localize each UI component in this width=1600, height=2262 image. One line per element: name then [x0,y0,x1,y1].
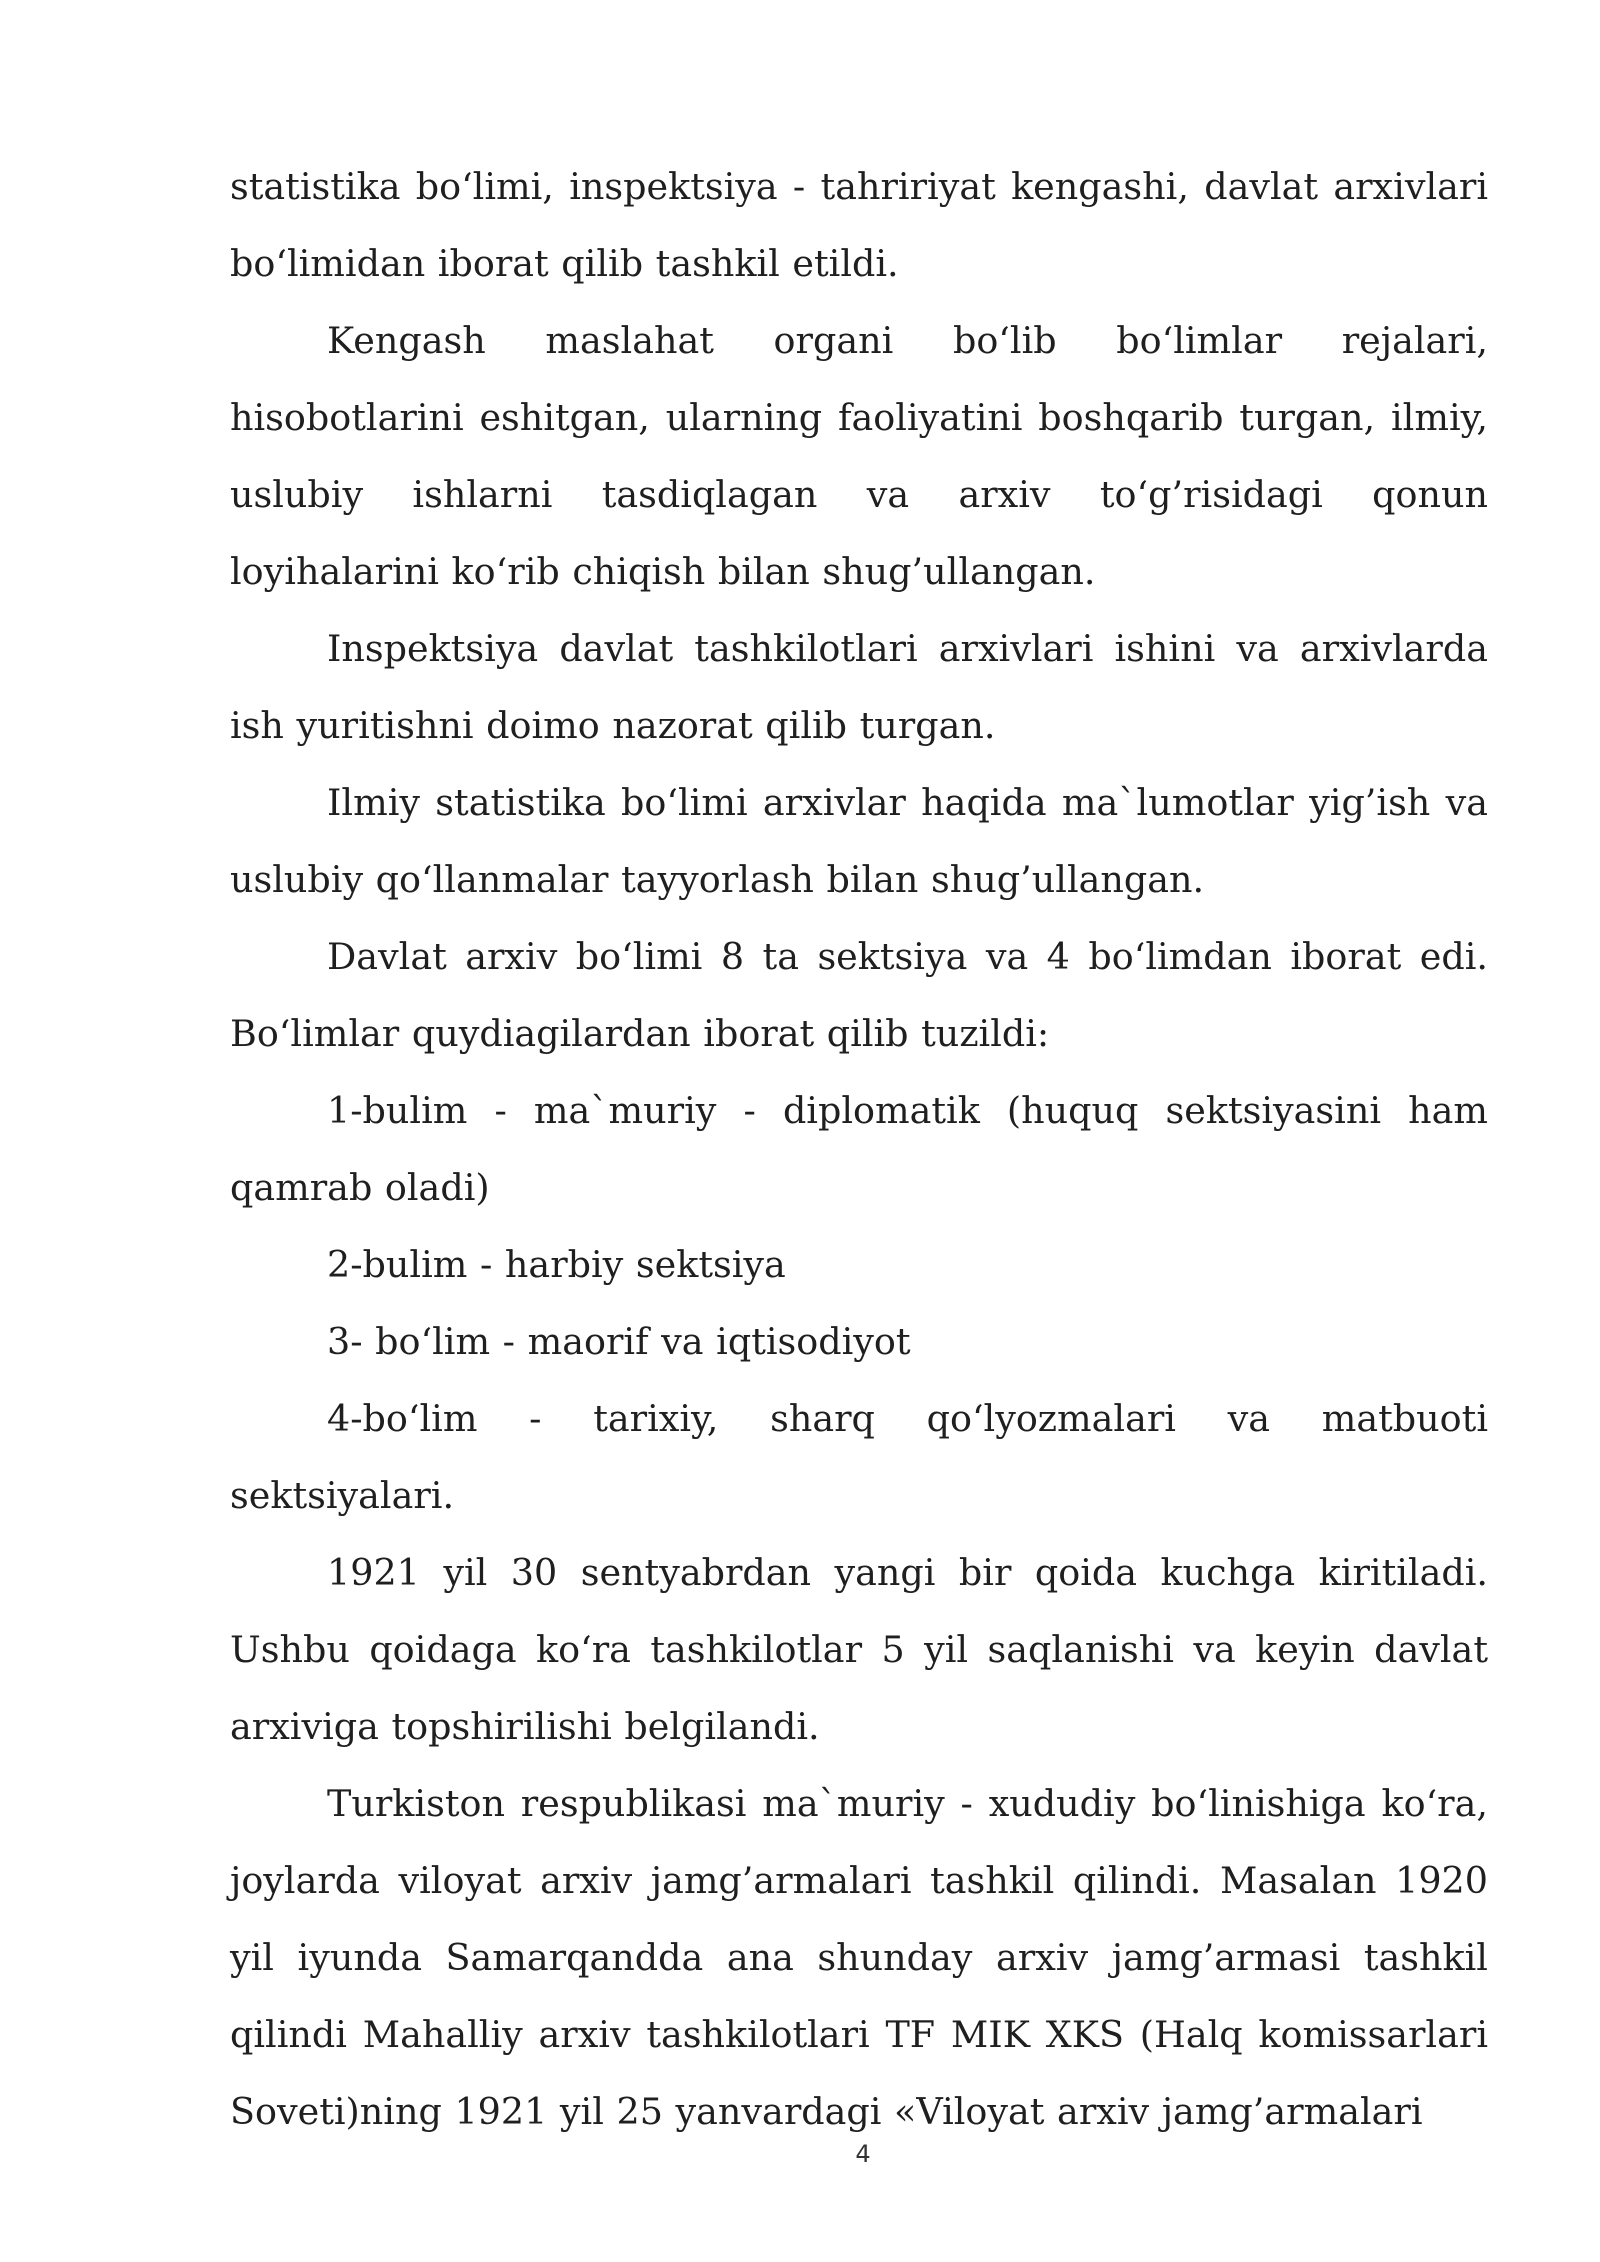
body-text [230,148,1488,2150]
paragraph-state-archive-department: Davlat arxiv bo‘limi 8 ta sektsiya va 4 bo‘limdan iborat edi. Bo‘limlar quydiagilardan iborat qilib tuzildi: [230,935,1488,1055]
paragraph-inspection: Inspektsiya davlat tashkilotlari arxivlari ishini va arxivlarda ish yuritishni doimo nazorat qilib turgan. [230,627,1488,747]
paragraph-1921-rule: 1921 yil 30 sentyabrdan yangi bir qoida kuchga kiritiladi. Ushbu qoidaga ko‘ra tashkilotlar 5 yil saqlanishi va keyin davlat arxiviga topshirilishi belgilandi. [230,1551,1488,1748]
paragraph-continuation: statistika bo‘limi, inspektsiya - tahririyat kengashi, davlat arxivlari bo‘limidan iborat qilib tashkil etildi. [230,165,1488,285]
paragraph-regional-archives: Turkiston respublikasi ma`muriy - xududiy bo‘linishiga ko‘ra, joylarda viloyat arxiv jamg’armalari tashkil qilindi. Masalan 1920 yil iyunda Samarqandda ana shunday arxiv jamg’armasi tashkil qilindi Mahalliy arxiv tashkilotlari TF MIK XKS (Halq komissarlari Soveti)ning 1921 yil 25 yanvardagi «Viloyat arxiv jamg’armalari [230,1782,1488,2133]
list-item-department-2: 2-bulim - harbiy sektsiya [327,1243,786,1286]
paragraph-council: Kengash maslahat organi bo‘lib bo‘limlar rejalari, hisobotlarini eshitgan, ularning faoliyatini boshqarib turgan, ilmiy, uslubiy ishlarni tasdiqlagan va arxiv to‘g’risidagi qonun loyihalarini ko‘rib chiqish bilan shug’ullangan. [230,319,1488,593]
list-item-department-1: 1-bulim - ma`muriy - diplomatik (huquq sektsiyasini ham qamrab oladi) [230,1089,1488,1209]
page-number: 4 [855,2140,871,2168]
list-item-department-4: 4-bo‘lim - tarixiy, sharq qo‘lyozmalari va matbuoti sektsiyalari. [230,1397,1488,1517]
list-item-department-3: 3- bo‘lim - maorif va iqtisodiyot [327,1320,911,1363]
paragraph-statistics-department: Ilmiy statistika bo‘limi arxivlar haqida ma`lumotlar yig’ish va uslubiy qo‘llanmalar tayyorlash bilan shug’ullangan. [230,781,1488,901]
